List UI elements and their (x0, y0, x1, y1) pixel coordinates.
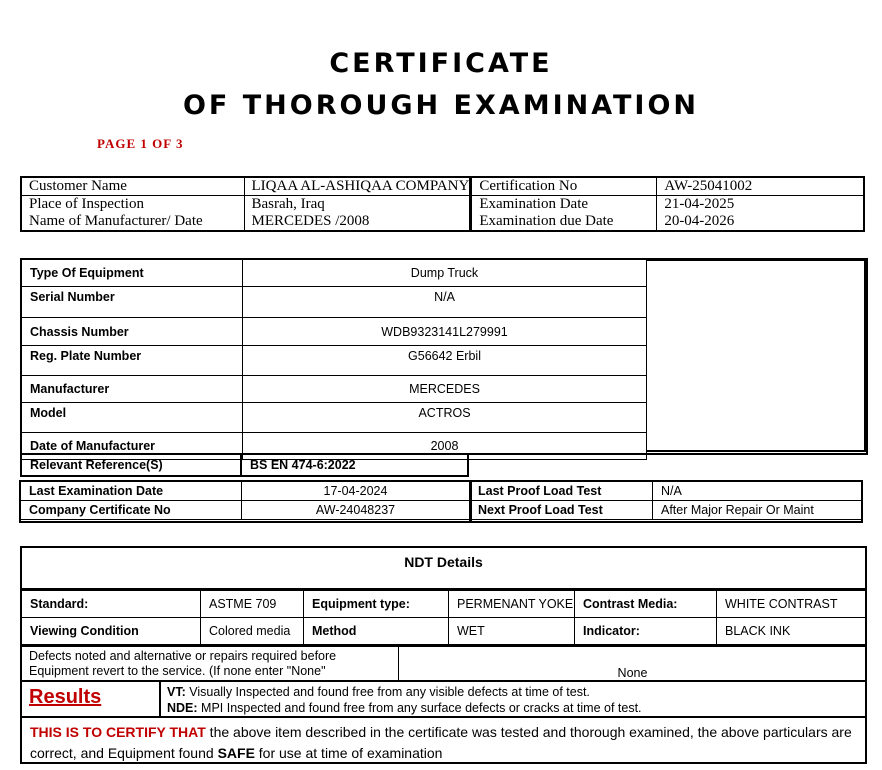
indicator-label: Indicator: (575, 618, 717, 645)
ndt-title: NDT Details (20, 546, 867, 590)
vt-result (167, 684, 866, 700)
exam-due-value: 20-04-2026 (657, 213, 864, 231)
reference-value: BS EN 474-6:2022 (241, 454, 468, 476)
table-row (22, 591, 866, 618)
equipment-type-ndt-label: Equipment type: (304, 591, 449, 618)
table-row (22, 376, 647, 403)
table-row (22, 260, 647, 287)
exam-due-label: Examination due Date (471, 213, 657, 231)
method-label: Method (304, 618, 449, 645)
last-proof-value: N/A (653, 482, 862, 501)
standard-label: Standard: (22, 591, 201, 618)
certification-statement (21, 716, 866, 764)
defects-label (21, 645, 399, 680)
company-cert-label: Company Certificate No (21, 501, 242, 520)
place-value: Basrah, Iraq (244, 196, 471, 214)
certification-no-label: Certification No (471, 177, 657, 196)
certification-no-value: AW-25041002 (657, 177, 864, 196)
customer-table (20, 176, 865, 232)
company-cert-value: AW-24048237 (242, 501, 470, 520)
results-text (159, 682, 866, 716)
table-row (22, 318, 647, 346)
manufacturer-value: MERCEDES (243, 376, 647, 403)
model-label: Model (22, 403, 243, 433)
manufacturer-date-value: MERCEDES /2008 (244, 213, 471, 231)
results-label: Results (29, 686, 102, 708)
standard-value: ASTME 709 (201, 591, 304, 618)
viewing-condition-label: Viewing Condition (22, 618, 201, 645)
table-row (21, 177, 864, 196)
cert-text-1: the above item described in the certificate was tested and thorough examined, the above particulars are correct, and Equipment found (30, 724, 852, 761)
next-proof-value: After Major Repair Or Maint (653, 501, 862, 520)
cert-text-2: for use at time of examination (254, 745, 443, 761)
table-row (22, 618, 866, 645)
cert-safe: SAFE (217, 745, 255, 761)
certificate-subtitle: OF THOROUGH EXAMINATION (182, 90, 700, 121)
chassis-number-value: WDB9323141L279991 (243, 318, 647, 346)
indicator-value: BLACK INK (717, 618, 866, 645)
reg-plate-value: G56642 Erbil (243, 346, 647, 376)
cert-lead: THIS IS TO CERTIFY THAT (30, 724, 206, 740)
last-proof-label: Last Proof Load Test (470, 482, 653, 501)
equipment-type-value: Dump Truck (243, 260, 647, 287)
reference-table (20, 453, 469, 477)
table-row (22, 346, 647, 376)
manufacture-date-label: Date of Manufacturer (22, 433, 243, 460)
nde-text: MPI Inspected and found free from any surface defects or cracks at time of test. (197, 701, 642, 715)
defects-line-2: Equipment revert to the service. (If none enter "None" (29, 664, 326, 678)
nde-label: NDE: (167, 701, 198, 715)
vt-text: Visually Inspected and found free from any visible defects at time of test. (185, 685, 590, 699)
reg-plate-label: Reg. Plate Number (22, 346, 243, 376)
reference-label: Relevant Reference(S) (21, 454, 241, 476)
ndt-table (21, 590, 866, 645)
defects-value: None (399, 645, 866, 680)
manufacture-date-value: 2008 (243, 433, 647, 460)
equipment-type-label: Type Of Equipment (22, 260, 243, 287)
contrast-media-value: WHITE CONTRAST (717, 591, 866, 618)
results-row (21, 680, 866, 716)
exam-date-value: 21-04-2025 (657, 196, 864, 214)
exam-table (20, 481, 862, 520)
chassis-number-label: Chassis Number (22, 318, 243, 346)
place-label: Place of Inspection (21, 196, 244, 214)
manufacturer-date-label: Name of Manufacturer/ Date (21, 213, 244, 231)
equipment-table (21, 259, 647, 460)
next-proof-label: Next Proof Load Test (470, 501, 653, 520)
table-row (22, 287, 647, 318)
table-row (21, 501, 862, 520)
last-exam-label: Last Examination Date (21, 482, 242, 501)
serial-number-value: N/A (243, 287, 647, 318)
equipment-type-ndt-value: PERMENANT YOKE (449, 591, 575, 618)
page-indicator: PAGE 1 OF 3 (97, 136, 184, 151)
table-row (21, 196, 864, 214)
model-value: ACTROS (243, 403, 647, 433)
contrast-media-label: Contrast Media: (575, 591, 717, 618)
manufacturer-label: Manufacturer (22, 376, 243, 403)
method-value: WET (449, 618, 575, 645)
customer-name-value: LIQAA AL-ASHIQAA COMPANY (244, 177, 471, 196)
last-exam-value: 17-04-2024 (242, 482, 470, 501)
table-row (22, 403, 647, 433)
serial-number-label: Serial Number (22, 287, 243, 318)
table-row (21, 482, 862, 501)
vt-label: VT: (167, 685, 186, 699)
certificate-title: CERTIFICATE (329, 48, 553, 79)
exam-date-label: Examination Date (471, 196, 657, 214)
equipment-photo-area (646, 259, 866, 452)
table-row (21, 454, 468, 476)
viewing-condition-value: Colored media (201, 618, 304, 645)
nde-result (167, 700, 866, 716)
defects-line-1: Defects noted and alternative or repairs required before (29, 649, 337, 663)
customer-name-label: Customer Name (21, 177, 244, 196)
table-row (21, 213, 864, 231)
